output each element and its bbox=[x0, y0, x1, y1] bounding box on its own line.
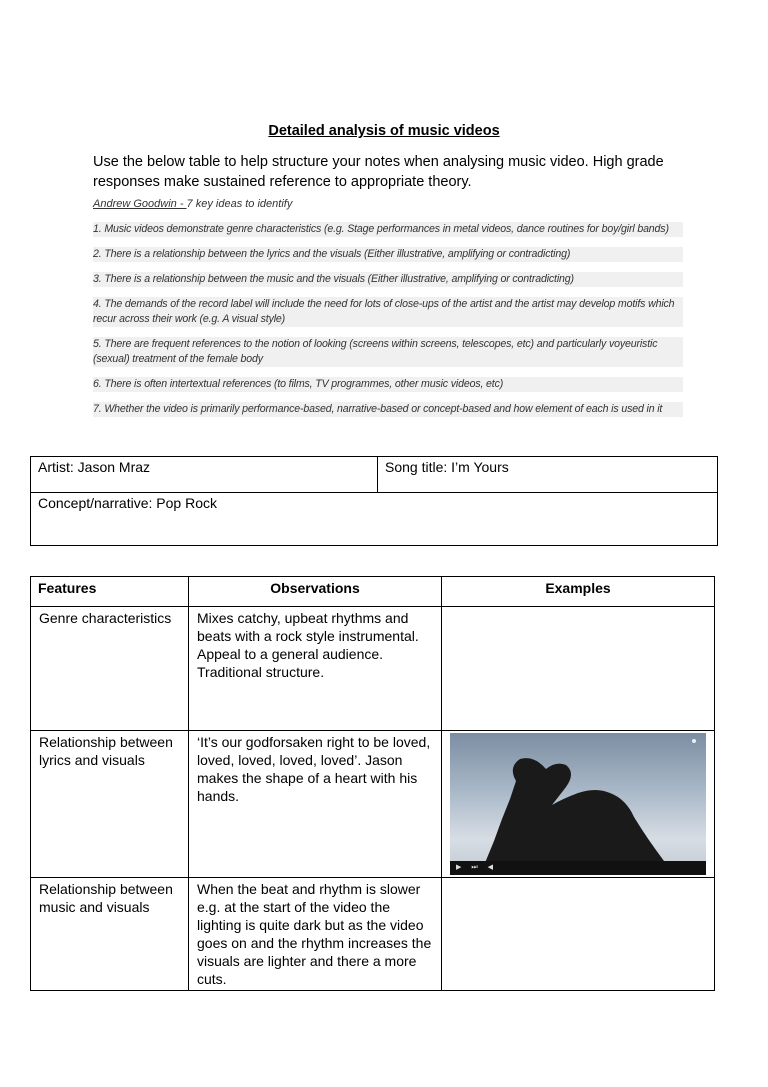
document-title: Detailed analysis of music videos bbox=[268, 123, 500, 139]
intro-text: Use the below table to help structure your notes when analysing music video. High grade responses make sustained reference to appropriate theory. bbox=[93, 154, 664, 190]
idea-item: 4. The demands of the record label will include the need for lots of close-ups of the artist and the artist may develop motifs which recur across their work (e.g. A visual style) bbox=[93, 297, 683, 327]
example-cell bbox=[442, 878, 715, 991]
next-icon: ⏭ bbox=[471, 864, 478, 871]
play-icon: ▶ bbox=[456, 864, 462, 871]
observation-line: ‘It’s our godforsaken right to be loved, loved, loved, loved, loved’. Jason makes the shape of a heart with his hands. bbox=[197, 734, 431, 804]
observation-line: Mixes catchy, upbeat rhythms and beats with a rock style instrumental. bbox=[197, 610, 419, 644]
song-title-cell: Song title: I’m Yours bbox=[378, 457, 718, 493]
heart-hands-silhouette bbox=[450, 733, 706, 875]
observation-cell bbox=[189, 731, 442, 878]
analysis-table bbox=[30, 576, 715, 991]
goodwin-subtitle: 7 key ideas to identify bbox=[186, 198, 293, 210]
idea-item: 1. Music videos demonstrate genre characteristics (e.g. Stage performances in metal videos, dance routines for boy/girl bands) bbox=[93, 222, 683, 237]
concept-cell: Concept/narrative: Pop Rock bbox=[31, 493, 718, 546]
header-observations: Observations bbox=[189, 577, 442, 607]
observation-cell bbox=[189, 607, 442, 731]
idea-item: 6. There is often intertextual references (to films, TV programmes, other music videos, etc) bbox=[93, 377, 683, 392]
observation-line: When the beat and rhythm is slower e.g. at the start of the video the lighting is quite dark but as the video goes on and the rhythm increases the visuals are lighter and there a more cuts. bbox=[197, 881, 432, 987]
header-examples: Examples bbox=[442, 577, 715, 607]
artist-cell: Artist: Jason Mraz bbox=[31, 457, 378, 493]
info-table bbox=[30, 456, 718, 546]
feature-cell: Relationship between music and visuals bbox=[31, 878, 189, 991]
header-features: Features bbox=[31, 577, 189, 607]
feature-cell: Genre characteristics bbox=[31, 607, 189, 731]
table-row bbox=[31, 731, 715, 878]
goodwin-heading bbox=[93, 198, 292, 210]
observation-cell bbox=[189, 878, 442, 991]
observation-line: Appeal to a general audience. bbox=[197, 646, 384, 662]
table-row bbox=[31, 607, 715, 731]
table-row bbox=[31, 878, 715, 991]
idea-item: 7. Whether the video is primarily performance-based, narrative-based or concept-based and how element of each is used in it bbox=[93, 402, 683, 417]
video-screenshot bbox=[450, 733, 706, 875]
example-cell bbox=[442, 607, 715, 731]
feature-cell: Relationship between lyrics and visuals bbox=[31, 731, 189, 878]
video-player-controls bbox=[450, 861, 706, 875]
goodwin-ideas-list bbox=[93, 222, 683, 427]
goodwin-name: Andrew Goodwin - bbox=[93, 198, 187, 210]
idea-item: 2. There is a relationship between the lyrics and the visuals (Either illustrative, amplifying or contradicting) bbox=[93, 247, 683, 262]
idea-item: 5. There are frequent references to the notion of looking (screens within screens, telescopes, etc) and particularly voyeuristic (sexual) treatment of the female body bbox=[93, 337, 683, 367]
example-cell bbox=[442, 731, 715, 878]
observation-line: Traditional structure. bbox=[197, 664, 325, 680]
idea-item: 3. There is a relationship between the music and the visuals (Either illustrative, amplifying or contradicting) bbox=[93, 272, 683, 287]
volume-icon: ◀ bbox=[487, 864, 493, 871]
